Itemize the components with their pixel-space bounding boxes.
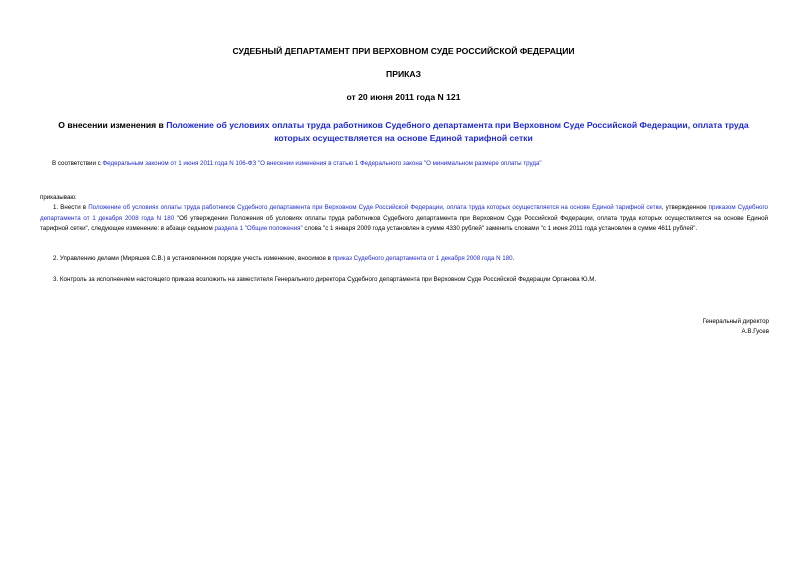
item-1-order-link[interactable]: приказом Судебного департамента от 1 декабря 2008 года N 180	[40, 204, 769, 222]
order-word: приказываю:	[40, 194, 77, 201]
item-2-paragraph	[40, 254, 768, 265]
preamble-paragraph	[52, 159, 752, 170]
item-2-order-link[interactable]: приказ Судебного департамента от 1 декабря 2008 года N 180	[332, 255, 513, 262]
doc-type-heading: ПРИКАЗ	[386, 69, 421, 79]
date-number-heading: от 20 июня 2011 года N 121	[346, 92, 461, 102]
title-prefix: О внесении изменения в	[58, 120, 167, 130]
item-2-text-2: .	[512, 255, 515, 262]
item-1-paragraph	[40, 203, 768, 235]
item-3-paragraph: 3. Контроль за исполнением настоящего приказа возложить на заместителя Генерального директора Судебного департамента при Верховном Суде Российской Федерации Органова Ю.М.	[53, 276, 597, 283]
preamble-prefix: В соответствии с	[52, 160, 103, 167]
title-link[interactable]: Положение об условиях оплаты труда работников Судебного департамента при Верховном Суде Российской Федерации, оплата труда которых осуществляется на основе Единой тарифной сетки	[166, 120, 749, 143]
document-title	[40, 119, 767, 144]
item-2-text-1: 2. Управлению делами (Миряшев С.В.) в установленном порядке учесть изменение, вносимое в	[53, 255, 333, 262]
item-1-section-link[interactable]: раздела 1 "Общие положения"	[214, 225, 303, 232]
item-1-text-4: слова "с 1 января 2009 года установлен в сумме 4330 рублей" заменить словами "с 1 июня 2011 года установлен в сумме 4611 рублей".	[302, 225, 698, 232]
department-heading: СУДЕБНЫЙ ДЕПАРТАМЕНТ ПРИ ВЕРХОВНОМ СУДЕ РОССИЙСКОЙ ФЕДЕРАЦИИ	[232, 46, 575, 56]
item-1-regulation-link[interactable]: Положение об условиях оплаты труда работников Судебного департамента при Верховном Суде Российской Федерации, оплата труда которых осуществляется на основе Единой тарифной сетки	[88, 204, 662, 211]
signature-name: А.В.Гусев	[741, 328, 769, 335]
item-1-text-1: 1. Внести в	[53, 204, 89, 211]
item-1-text-2: , утвержденное	[661, 204, 709, 211]
preamble-law-link[interactable]: Федеральным законом от 1 июня 2011 года N 106-ФЗ "О внесении изменения в статью 1 Федерального закона "О минимальном размере оплаты труда"	[102, 160, 542, 167]
item-1-text-3: "Об утверждении Положения об условиях оплаты труда работников Судебного департамента при Верховном Суде Российской Федерации, оплата труда которых осуществляется на основе Единой тарифной сетки", следующее изменение: в абзаце седьмом	[40, 214, 768, 232]
signature-position: Генеральный директор	[702, 318, 769, 325]
